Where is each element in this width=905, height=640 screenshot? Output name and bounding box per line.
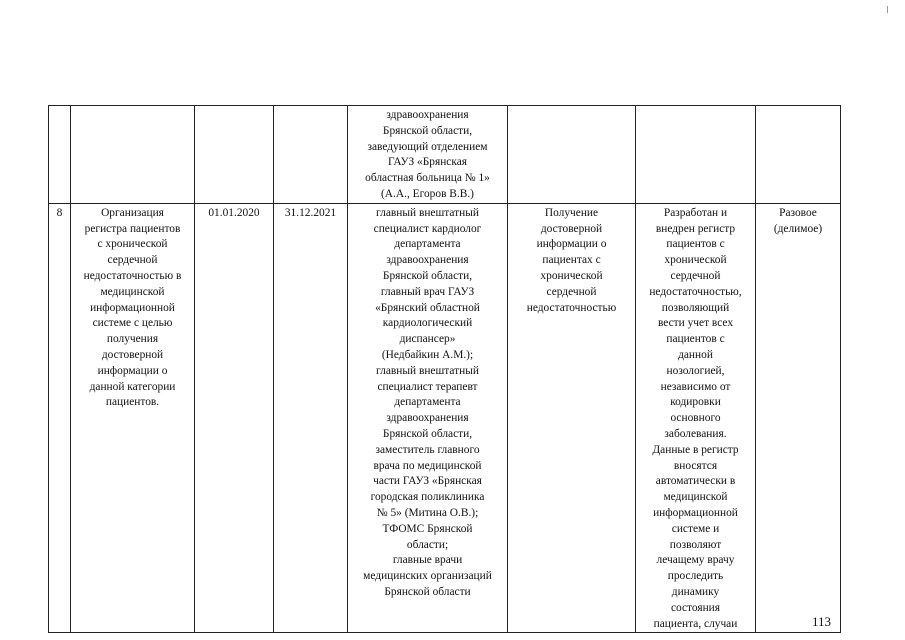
activity-name-cell: Организация регистра пациентов с хронической сердечной недостаточностью в медицинской информационной системе с целью получения достоверной информации о данной категории пациентов. — [71, 203, 195, 633]
type-cell: Разовое (делимое) — [756, 203, 841, 633]
end-date-cell: 31.12.2021 — [274, 203, 348, 633]
page-number: 113 — [812, 614, 832, 629]
row-number-cell: 8 — [49, 203, 71, 633]
indicator-cell — [636, 106, 756, 204]
type-cell — [756, 106, 841, 204]
responsible-cell: здравоохранения Брянской области, заведующий отделением ГАУЗ «Брянская областная больница № 1» (А.А., Егоров В.В.) — [348, 106, 508, 204]
table-row-continuation — [49, 106, 841, 204]
activity-name-cell — [71, 106, 195, 204]
result-cell — [508, 106, 636, 204]
plan-table — [48, 105, 841, 633]
row-number-cell — [49, 106, 71, 204]
table-row-8 — [49, 203, 841, 633]
start-date-cell: 01.01.2020 — [195, 203, 274, 633]
end-date-cell — [274, 106, 348, 204]
result-cell: Получение достоверной информации о пациентах с хронической сердечной недостаточностью — [508, 203, 636, 633]
start-date-cell — [195, 106, 274, 204]
indicator-cell: Разработан и внедрен регистр пациентов с хронической сердечной недостаточностью, позволяющий вести учет всех пациентов с данной нозологией, независимо от кодировки основного заболевания. Данные в регистр вносятся автоматически в медицинской информационной системе и позволяют лечащему врачу проследить динамику состояния пациента, случаи — [636, 203, 756, 633]
responsible-cell: главный внештатный специалист кардиолог департамента здравоохранения Брянской области, главный врач ГАУЗ «Брянский областной кардиологический диспансер» (Недбайкин А.М.); главный внештатный специалист терапевт департамента здравоохранения Брянской области, заместитель главного врача по медицинской части ГАУЗ «Брянская городская поликлиника № 5» (Митина О.В.); ТФОМС Брянской области; главные врачи медицинских организаций Брянской области — [348, 203, 508, 633]
scan-edge-mark — [887, 6, 888, 13]
